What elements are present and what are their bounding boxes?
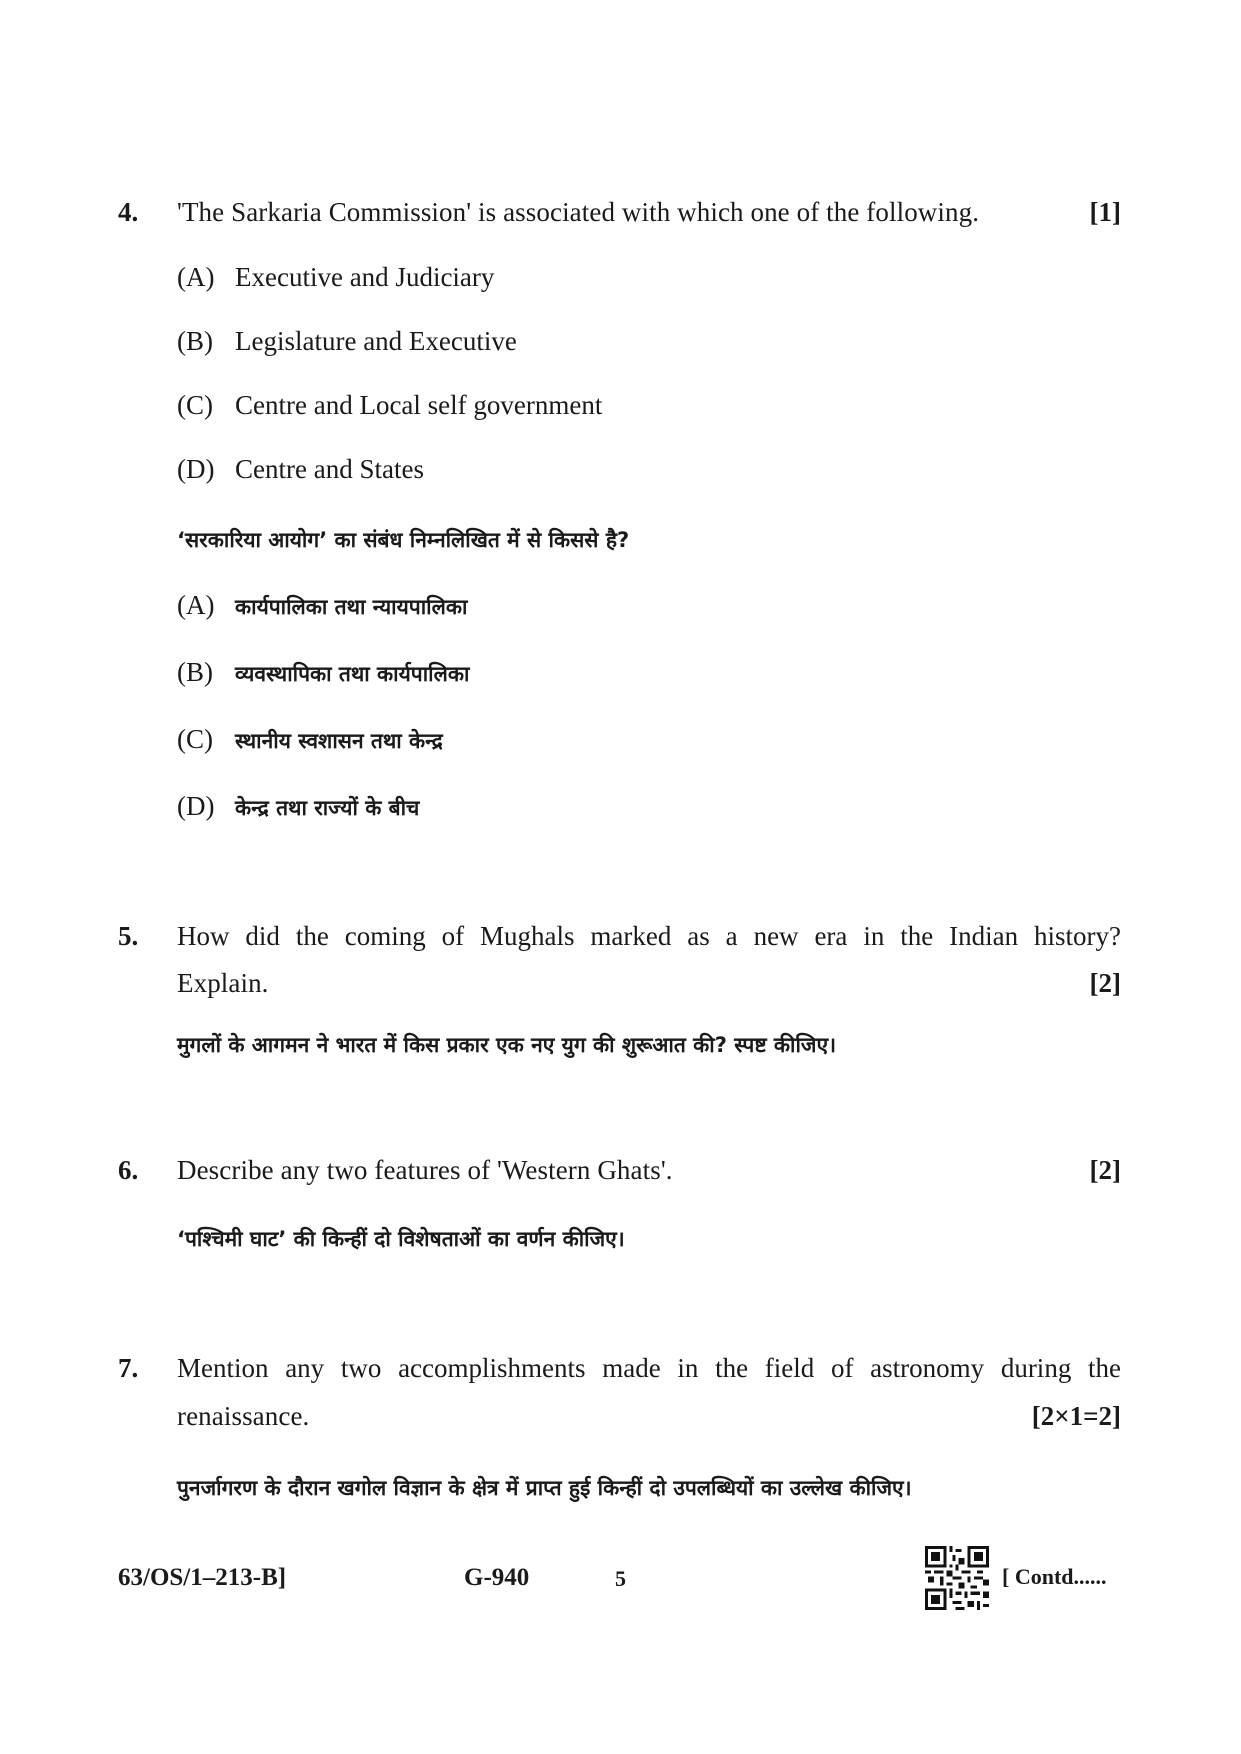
question-7-marks: [2×1=2]: [1031, 1401, 1121, 1431]
option-letter: (D): [177, 454, 215, 484]
option-letter: (C): [177, 724, 213, 754]
question-7-number: 7.: [118, 1353, 139, 1383]
question-6-text: Describe any two features of 'Western Ghats'.: [177, 1155, 673, 1185]
question-4-option-d: [177, 454, 424, 485]
question-6-number: 6.: [118, 1155, 139, 1185]
question-5-text-line1: How did the coming of Mughals marked as a new era in the Indian history?: [177, 921, 1121, 951]
question-4-hindi-option-c: [177, 724, 443, 755]
option-text: Centre and States: [235, 454, 424, 484]
qr-code-icon: [925, 1546, 989, 1610]
footer-paper-code: 63/OS/1–213-B]: [118, 1564, 287, 1591]
footer-continued: [ Contd......: [1002, 1564, 1107, 1589]
question-5-number: 5.: [118, 921, 139, 951]
option-text: Legislature and Executive: [235, 326, 517, 356]
question-7-hindi-text: पुनर्जागरण के दौरान खगोल विज्ञान के क्षेत्र में प्राप्त हुई किन्हीं दो उपलब्धियों का उल्लेख कीजिए।: [177, 1476, 912, 1500]
option-letter: (B): [177, 326, 213, 356]
question-4-text: 'The Sarkaria Commission' is associated with which one of the following.: [177, 197, 980, 227]
option-text: व्यवस्थापिका तथा कार्यपालिका: [235, 662, 470, 686]
option-text: स्थानीय स्वशासन तथा केन्द्र: [235, 729, 443, 753]
question-4-option-a: [177, 262, 494, 293]
question-5-marks: [2]: [1089, 968, 1121, 998]
question-4-marks: [1]: [1089, 197, 1121, 227]
question-7-text-line1: Mention any two accomplishments made in the field of astronomy during the: [177, 1353, 1121, 1383]
question-6-hindi-text: ‘पश्चिमी घाट’ की किन्हीं दो विशेषताओं का वर्णन कीजिए।: [177, 1227, 625, 1251]
option-letter: (A): [177, 590, 215, 620]
option-text: कार्यपालिका तथा न्यायपालिका: [235, 595, 468, 619]
option-text: केन्द्र तथा राज्यों के बीच: [235, 796, 420, 820]
question-5-hindi-text: मुगलों के आगमन ने भारत में किस प्रकार एक नए युग की शुरूआत की? स्पष्ट कीजिए।: [177, 1033, 837, 1057]
footer-series: G-940: [464, 1564, 530, 1591]
question-4-hindi-text: ‘सरकारिया आयोग’ का संबंध निम्नलिखित में से किससे है?: [177, 528, 630, 552]
option-text: Centre and Local self government: [235, 390, 603, 420]
option-letter: (A): [177, 262, 215, 292]
question-5-text-line2: Explain.: [177, 968, 269, 998]
question-4-number: 4.: [118, 197, 139, 227]
question-4-hindi-option-a: [177, 590, 467, 621]
question-4-option-c: [177, 390, 602, 421]
question-4-hindi-option-b: [177, 657, 469, 688]
option-text: Executive and Judiciary: [235, 262, 495, 292]
question-7-text-line2: renaissance.: [177, 1401, 310, 1431]
question-4-option-b: [177, 326, 517, 357]
question-4-hindi-option-d: [177, 791, 419, 822]
footer-page-number: 5: [615, 1566, 626, 1591]
option-letter: (B): [177, 657, 213, 687]
question-6-marks: [2]: [1089, 1155, 1121, 1185]
option-letter: (D): [177, 791, 215, 821]
option-letter: (C): [177, 390, 213, 420]
